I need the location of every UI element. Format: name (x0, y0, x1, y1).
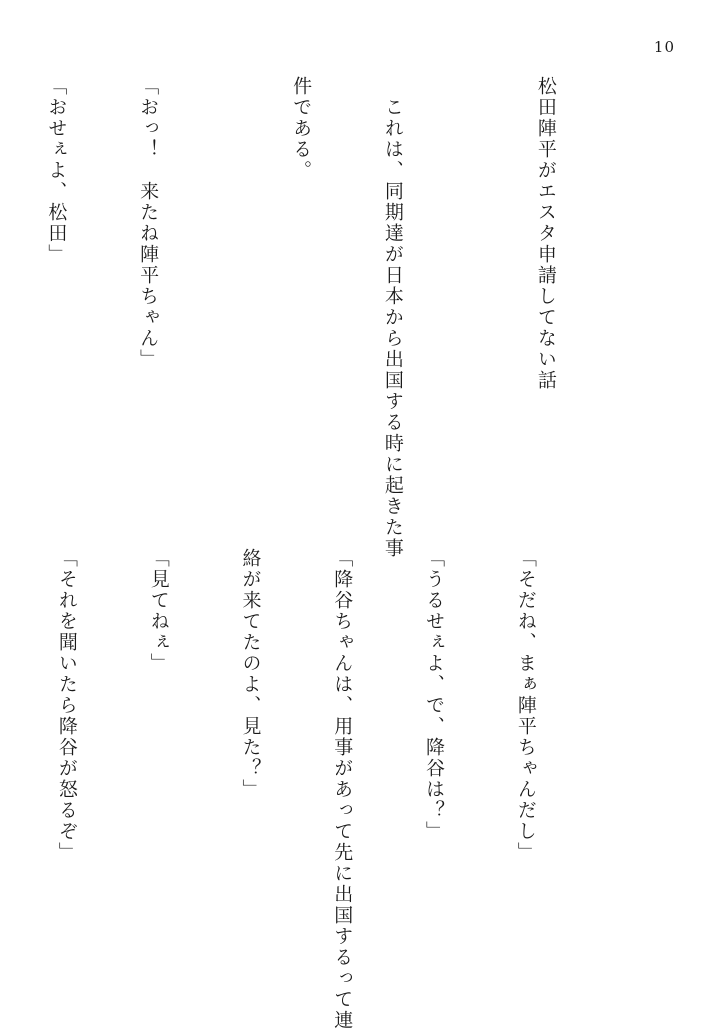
story-title: 松田陣平がエスタ申請してない話 (534, 76, 557, 391)
text-line: 「見てねぇ」 (147, 548, 170, 674)
text-line: 「うるせぇよ、で、降谷は？」 (423, 548, 446, 842)
text-line: これは、同期達が日本から出国する時に起きた事 (381, 76, 404, 559)
text-line: 「降谷ちゃんは、用事があって先に出国するって連 (331, 548, 354, 1031)
text-line: 絡が来てたのよ、見た？」 (239, 548, 262, 800)
bottom-text-block (0, 548, 602, 1031)
text-line: 「そだね、まぁ陣平ちゃんだし」 (514, 548, 537, 863)
text-line: 件である。 (290, 76, 313, 181)
top-text-block (0, 76, 622, 559)
text-line: 「おせぇよ、松田」 (45, 76, 68, 265)
text-line: 「おっ！ 来たね陣平ちゃん」 (137, 76, 160, 370)
text-line: 「それを聞いたら降谷が怒るぞ」 (55, 548, 78, 863)
page-number: 10 (653, 38, 675, 56)
